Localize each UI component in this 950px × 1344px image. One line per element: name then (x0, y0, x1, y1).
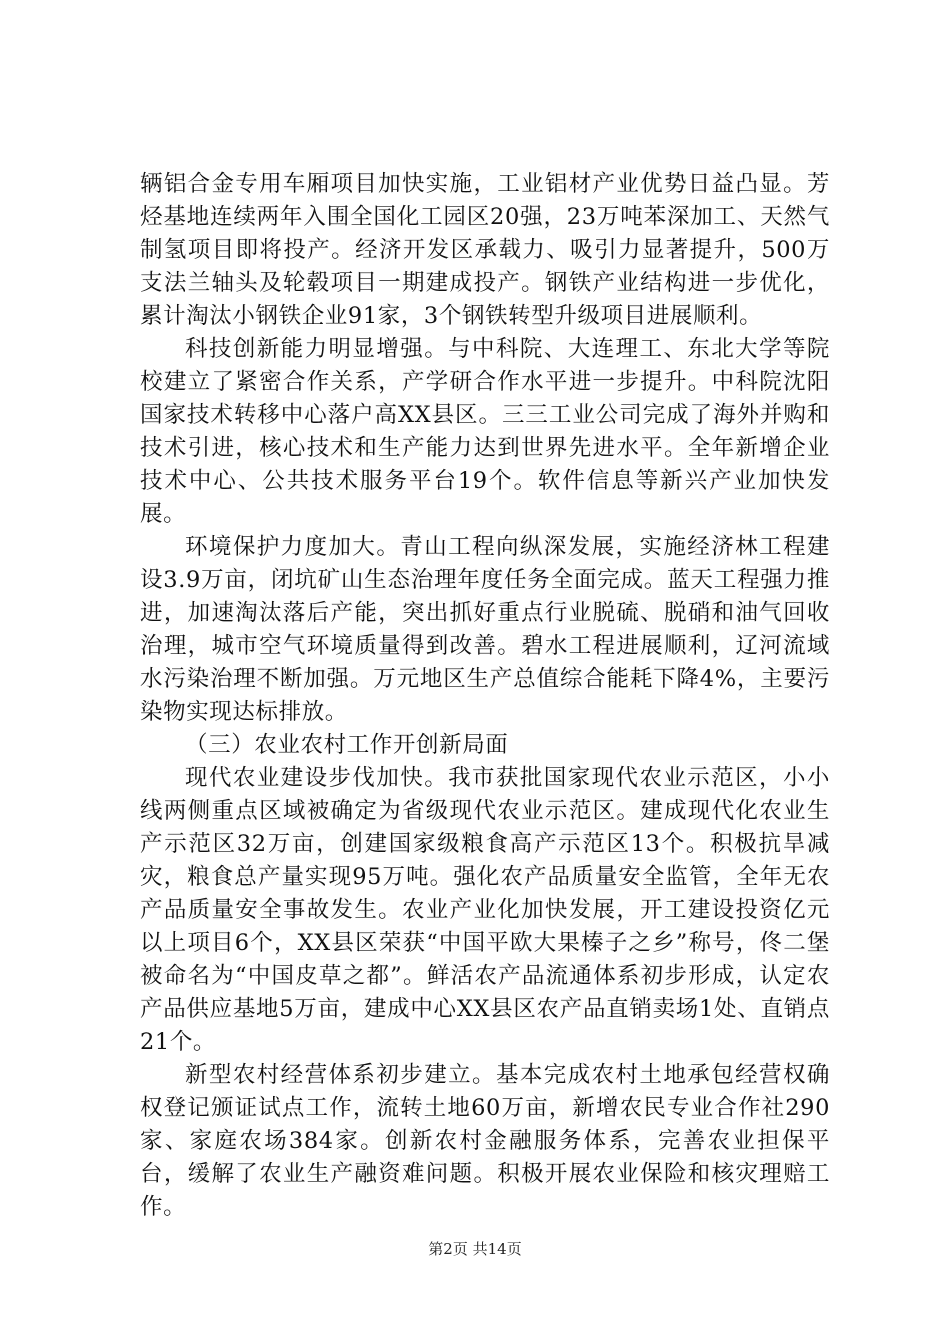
paragraph-environment: 环境保护力度加大。青山工程向纵深发展，实施经济林工程建设3.9万亩，闭坑矿山生态治理年度任务全面完成。蓝天工程强力推进，加速淘汰落后产能，突出抓好重点行业脱硫、脱硝和油气回收治理，城市空气环境质量得到改善。碧水工程进展顺利，辽河流域水污染治理不断加强。万元地区生产总值综合能耗下降4%，主要污染物实现达标排放。 (140, 534, 830, 725)
paragraph-modern-agriculture: 现代农业建设步伐加快。我市获批国家现代农业示范区，小小线两侧重点区域被确定为省级现代农业示范区。建成现代化农业生产示范区32万亩，创建国家级粮食高产示范区13个。积极抗旱减灾，粮食总产量实现95万吨。强化农产品质量安全监管，全年无农产品质量安全事故发生。农业产业化加快发展，开工建设投资亿元以上项目6个，XX县区荣获“中国平欧大果榛子之乡”称号，佟二堡被命名为“中国皮草之都”。鲜活农产品流通体系初步形成，认定农产品供应基地5万亩，建成中心XX县区农产品直销卖场1处、直销点21个。 (140, 765, 830, 1055)
paragraph-new-rural-system: 新型农村经营体系初步建立。基本完成农村土地承包经营权确权登记颁证试点工作，流转土地60万亩，新增农民专业合作社290家、家庭农场384家。创新农村金融服务体系，完善农业担保平台，缓解了农业生产融资难问题。积极开展农业保险和核灾理赔工作。 (140, 1062, 830, 1220)
paragraph-continuation: 辆铝合金专用车厢项目加快实施，工业铝材产业优势日益凸显。芳烃基地连续两年入围全国化工园区20强，23万吨苯深加工、天然气制氢项目即将投产。经济开发区承载力、吸引力显著提升，500万支法兰轴头及轮毂项目一期建成投产。钢铁产业结构进一步优化，累计淘汰小钢铁企业91家，3个钢铁转型升级项目进展顺利。 (140, 171, 830, 329)
paragraph-tech-innovation: 科技创新能力明显增强。与中科院、大连理工、东北大学等院校建立了紧密合作关系，产学研合作水平进一步提升。中科院沈阳国家技术转移中心落户高XX县区。三三工业公司完成了海外并购和技术引进，核心技术和生产能力达到世界先进水平。全年新增企业技术中心、公共技术服务平台19个。软件信息等新兴产业加快发展。 (140, 336, 830, 527)
document-body (140, 168, 830, 1224)
page-footer: 第2页 共14页 (428, 1240, 522, 1258)
section-heading: （三）农业农村工作开创新局面 (185, 732, 509, 758)
